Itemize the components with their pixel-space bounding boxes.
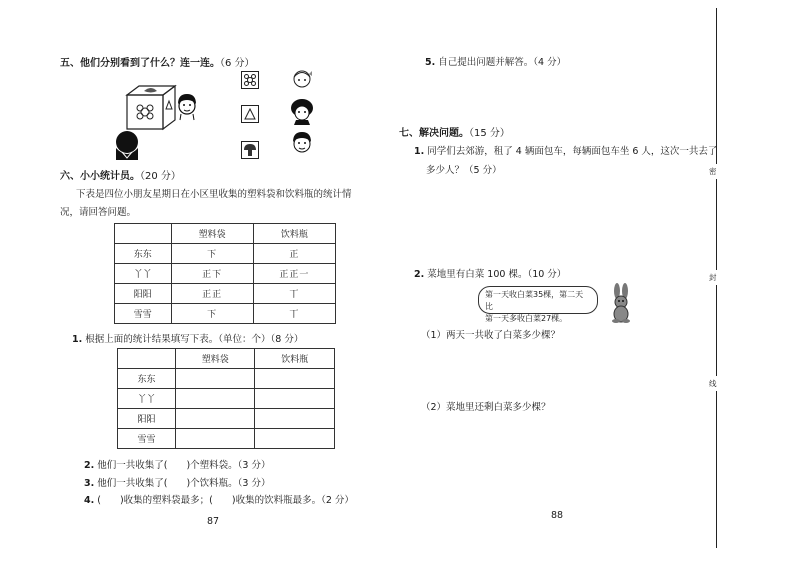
boy-back-icon — [112, 130, 142, 160]
tally-name: 丫丫 — [115, 264, 172, 284]
blank-bottles-cell[interactable] — [255, 409, 335, 429]
blank-bags-cell[interactable] — [175, 369, 255, 389]
triangle-view-icon — [241, 105, 259, 123]
question-4: 4. ( )收集的塑料袋最多；( )收集的饮料瓶最多。（2 分） — [84, 495, 354, 506]
table-row — [115, 284, 336, 304]
blank-header-blank — [118, 349, 176, 369]
page-number-left: 87 — [207, 516, 220, 527]
blank-bottles-cell[interactable] — [255, 429, 335, 449]
blank-name: 东东 — [118, 369, 176, 389]
flower-view-icon — [241, 71, 259, 89]
tally-bottles: 正正一 — [253, 264, 335, 284]
tally-bags: 下 — [171, 304, 253, 324]
table-row — [118, 369, 335, 389]
blank-bags-cell[interactable] — [175, 389, 255, 409]
question-2: 2. 他们一共收集了( )个塑料袋。（3 分） — [84, 460, 271, 471]
bubble-line2: 第一天多收白菜27棵。 — [485, 314, 568, 323]
blank-name: 阳阳 — [118, 409, 176, 429]
tally-bags: 正下 — [171, 264, 253, 284]
bubble-line1: 第一天收白菜35棵，第二天比 — [485, 290, 584, 311]
tally-table — [114, 223, 336, 324]
problem-2: 2. 菜地里有白菜 100 棵。（10 分） — [414, 269, 567, 280]
boy-black-hair-icon — [290, 99, 314, 125]
tally-name: 东东 — [115, 244, 172, 264]
blank-bags-cell[interactable] — [175, 429, 255, 449]
blank-header-bottles: 饮料瓶 — [255, 349, 335, 369]
problem-2-sub1: （1）两天一共收了白菜多少棵？ — [421, 330, 561, 341]
blank-header-bags: 塑料袋 — [175, 349, 255, 369]
margin-label-line: 线 — [709, 376, 717, 391]
tally-bottles: 丅 — [253, 284, 335, 304]
table-row — [118, 389, 335, 409]
question-1: 1. 根据上面的统计结果填写下表。（单位：个）（8 分） — [72, 334, 304, 345]
blank-name: 丫丫 — [118, 389, 176, 409]
blank-bottles-cell[interactable] — [255, 389, 335, 409]
table-row — [118, 429, 335, 449]
question-5: 5. 自己提出问题并解答。（4 分） — [425, 57, 567, 68]
table-row — [115, 304, 336, 324]
tally-bags: 正正 — [171, 284, 253, 304]
section5-title: 五、他们分别看到了什么？连一连。（6 分） — [60, 58, 255, 69]
section6-title: 六、小小统计员。（20 分） — [60, 171, 181, 182]
problem-1-line2: 多少人？（5 分） — [426, 165, 502, 176]
margin-label-sealed: 封 — [709, 270, 717, 285]
page-number-right: 88 — [551, 510, 564, 521]
speech-bubble — [478, 286, 598, 323]
table-row — [115, 244, 336, 264]
cube-figure — [127, 85, 177, 130]
section6-intro-line2: 况，请回答问题。 — [60, 207, 137, 218]
blank-name: 雪雪 — [118, 429, 176, 449]
boy-side-icon — [291, 132, 313, 158]
tally-bottles: 正 — [253, 244, 335, 264]
mushroom-view-icon — [241, 141, 259, 159]
tally-bags: 下 — [171, 244, 253, 264]
blank-bottles-cell[interactable] — [255, 369, 335, 389]
girl-icon — [291, 68, 313, 90]
question-3: 3. 他们一共收集了( )个饮料瓶。（3 分） — [84, 478, 271, 489]
blank-table — [117, 348, 335, 449]
section6-intro-line1: 下表是四位小朋友星期日在小区里收集的塑料袋和饮料瓶的统计情 — [76, 189, 352, 200]
tally-name: 雪雪 — [115, 304, 172, 324]
boy-face-icon — [176, 94, 198, 120]
flower-icon — [137, 105, 153, 119]
table-row — [118, 409, 335, 429]
section7-title: 七、解决问题。（15 分） — [399, 128, 510, 139]
tally-header-bags: 塑料袋 — [171, 224, 253, 244]
tally-name: 阳阳 — [115, 284, 172, 304]
table-row — [115, 264, 336, 284]
margin-label-seal: 密 — [709, 164, 717, 179]
tally-header-blank — [115, 224, 172, 244]
problem-2-sub2: （2）菜地里还剩白菜多少棵？ — [421, 402, 551, 413]
blank-bags-cell[interactable] — [175, 409, 255, 429]
rabbit-icon — [609, 283, 633, 323]
tally-header-bottles: 饮料瓶 — [253, 224, 335, 244]
problem-1-line1: 1. 同学们去郊游，租了 4 辆面包车，每辆面包车坐 6 人，这次一共去了 — [414, 146, 718, 157]
tally-bottles: 丅 — [253, 304, 335, 324]
